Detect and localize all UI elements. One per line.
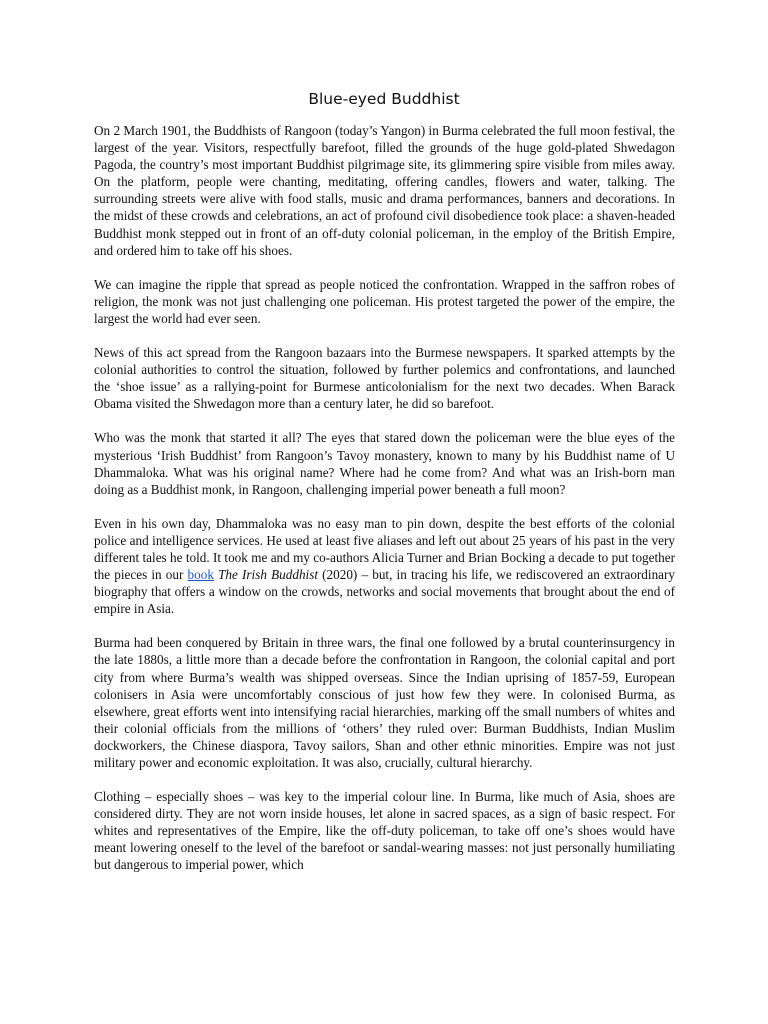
paragraph-3: News of this act spread from the Rangoon bazaars into the Burmese newspapers. It sparked attempts by the colonial authorities to control the situation, followed by further polemics and confrontations, and launched the ‘shoe issue’ as a rallying-point for Burmese anticolonialism for the next two decades. When Barack Obama visited the Shwedagon more than a century later, he did so barefoot. bbox=[94, 345, 675, 412]
paragraph-5-text-b: (2020) – but, in tracing his life, we rediscovered an extraordinary biography that offers a window on the crowds, networks and social movements that brought about the end of empire in Asia. bbox=[94, 567, 675, 617]
paragraph-5 bbox=[94, 515, 675, 618]
paragraph-6: Burma had been conquered by Britain in three wars, the final one followed by a brutal counterinsurgency in the late 1880s, a little more than a decade before the confrontation in Rangoon, the colonial capital and port city from where Burma’s wealth was shipped overseas. Since the Indian uprising of 1857-59, European colonisers in Asia were uncomfortably conscious of just how few they were. In colonised Burma, as elsewhere, great efforts went into intensifying racial hierarchies, marking off the small numbers of whites and their colonial officials from the millions of ‘others’ they ruled over: Burman Buddhists, Indian Muslim dockworkers, the Chinese diaspora, Tavoy sailors, Shan and other ethnic minorities. Empire was not just military power and economic exploitation. It was also, crucially, cultural hierarchy. bbox=[94, 635, 675, 770]
paragraph-4: Who was the monk that started it all? The eyes that stared down the policeman were the blue eyes of the mysterious ‘Irish Buddhist’ from Rangoon’s Tavoy monastery, known to many by his Buddhist name of U Dhammaloka. What was his original name? Where had he come from? And what was an Irish-born man doing as a Buddhist monk, in Rangoon, challenging imperial power beneath a full moon? bbox=[94, 430, 675, 497]
paragraph-2: We can imagine the ripple that spread as people noticed the confrontation. Wrapped in the saffron robes of religion, the monk was not just challenging one policeman. His protest targeted the power of the empire, the largest the world had ever seen. bbox=[94, 276, 675, 326]
paragraph-1: On 2 March 1901, the Buddhists of Rangoon (today’s Yangon) in Burma celebrated the full moon festival, the largest of the year. Visitors, respectfully barefoot, filled the grounds of the huge gold-plated Shwedagon Pagoda, the country’s most important Buddhist pilgrimage site, its glimmering spire visible from miles away. On the platform, people were chanting, meditating, offering candles, flowers and water, talking. The surrounding streets were alive with food stalls, music and drama performances, banners and decorations. In the midst of these crowds and celebrations, an act of profound civil disobedience took place: a shaven-headed Buddhist monk stepped out in front of an off-duty colonial policeman, in the employ of the British Empire, and ordered him to take off his shoes. bbox=[94, 123, 675, 258]
book-title: The Irish Buddhist bbox=[218, 567, 318, 583]
article-body bbox=[94, 122, 675, 891]
book-link[interactable]: book bbox=[187, 567, 214, 583]
paragraph-5-text-a: Even in his own day, Dhammaloka was no easy man to pin down, despite the best efforts of the colonial police and intelligence services. He used at least five aliases and left out about 25 years of his past in the very different tales he told. It took me and my co-authors Alicia Turner and Brian Bocking a decade to put together the pieces in our bbox=[94, 515, 675, 583]
paragraph-7: Clothing – especially shoes – was key to the imperial colour line. In Burma, like much of Asia, shoes are considered dirty. They are not worn inside houses, let alone in sacred spaces, as a sign of basic respect. For whites and representatives of the Empire, like the off-duty policeman, to take off one’s shoes would have meant lowering oneself to the level of the barefoot or sandal-wearing masses: not just personally humiliating but dangerous to imperial power, which bbox=[94, 789, 675, 873]
page-title: Blue-eyed Buddhist bbox=[308, 90, 460, 108]
